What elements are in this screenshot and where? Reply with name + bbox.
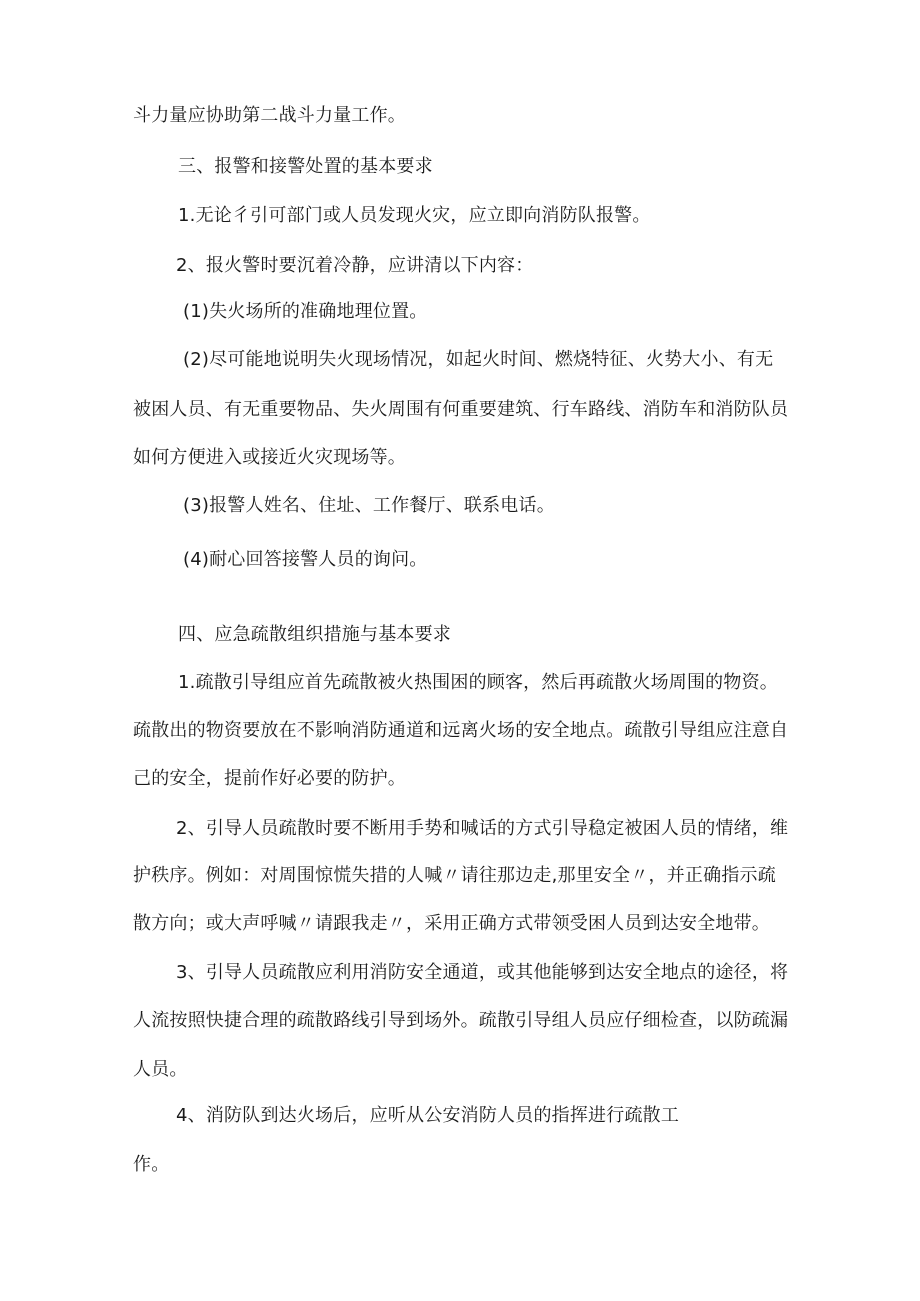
paragraph-4-4-line-1: 4、消防队到达火场后，应听从公安消防人员的指挥进行疏散工 bbox=[176, 1105, 680, 1126]
paragraph-3-1: 1.无论彳引可部门或人员发现火灾，应立即向消防队报警。 bbox=[178, 205, 651, 226]
list-item-3-2-4: (4)耐心回答接警人员的询问。 bbox=[183, 549, 428, 570]
paragraph-4-2-line-2: 护秩序。例如：对周围惊慌失措的人喊〃请往那边走,那里安全〃，并正确指示疏 bbox=[133, 865, 776, 886]
paragraph-4-1-line-3: 己的安全，提前作好必要的防护。 bbox=[133, 768, 406, 789]
paragraph-4-3-line-3: 人员。 bbox=[133, 1059, 188, 1080]
list-item-3-2-3: (3)报警人姓名、住址、工作餐厅、联系电话。 bbox=[183, 495, 555, 516]
paragraph-4-3-line-2: 人流按照快捷合理的疏散路线引导到场外。疏散引导组人员应仔细检查，以防疏漏 bbox=[133, 1010, 789, 1031]
list-item-3-2-1: (1)失火场所的准确地理位置。 bbox=[183, 301, 428, 322]
paragraph-4-1-line-2: 疏散出的物资要放在不影响消防通道和远离火场的安全地点。疏散引导组应注意自 bbox=[133, 720, 789, 741]
paragraph-continuation: 斗力量应协助第二战斗力量工作。 bbox=[133, 105, 406, 126]
list-item-3-2-2-line-3: 如何方便进入或接近火灾现场等。 bbox=[133, 447, 406, 468]
paragraph-4-1-line-1: 1.疏散引导组应首先疏散被火热围困的顾客，然后再疏散火场周围的物资。 bbox=[178, 672, 778, 693]
section-heading-3: 三、报警和接警处置的基本要求 bbox=[178, 156, 433, 177]
paragraph-4-2-line-1: 2、引导人员疏散时要不断用手势和喊话的方式引导稳定被困人员的情绪，维 bbox=[176, 818, 789, 839]
list-item-3-2-2-line-1: (2)尽可能地说明失火现场情况，如起火时间、燃烧特征、火势大小、有无 bbox=[183, 349, 774, 370]
paragraph-4-2-line-3: 散方向；或大声呼喊〃请跟我走〃，采用正确方式带领受困人员到达安全地带。 bbox=[133, 913, 770, 934]
section-heading-4: 四、应急疏散组织措施与基本要求 bbox=[178, 624, 451, 645]
paragraph-4-4-line-2: 作。 bbox=[133, 1154, 170, 1175]
list-item-3-2-2-line-2: 被困人员、有无重要物品、失火周围有何重要建筑、行车路线、消防车和消防队员 bbox=[133, 399, 789, 420]
paragraph-3-2: 2、报火警时要沉着冷静，应讲清以下内容： bbox=[176, 255, 534, 276]
paragraph-4-3-line-1: 3、引导人员疏散应利用消防安全通道，或其他能够到达安全地点的途径，将 bbox=[176, 962, 789, 983]
